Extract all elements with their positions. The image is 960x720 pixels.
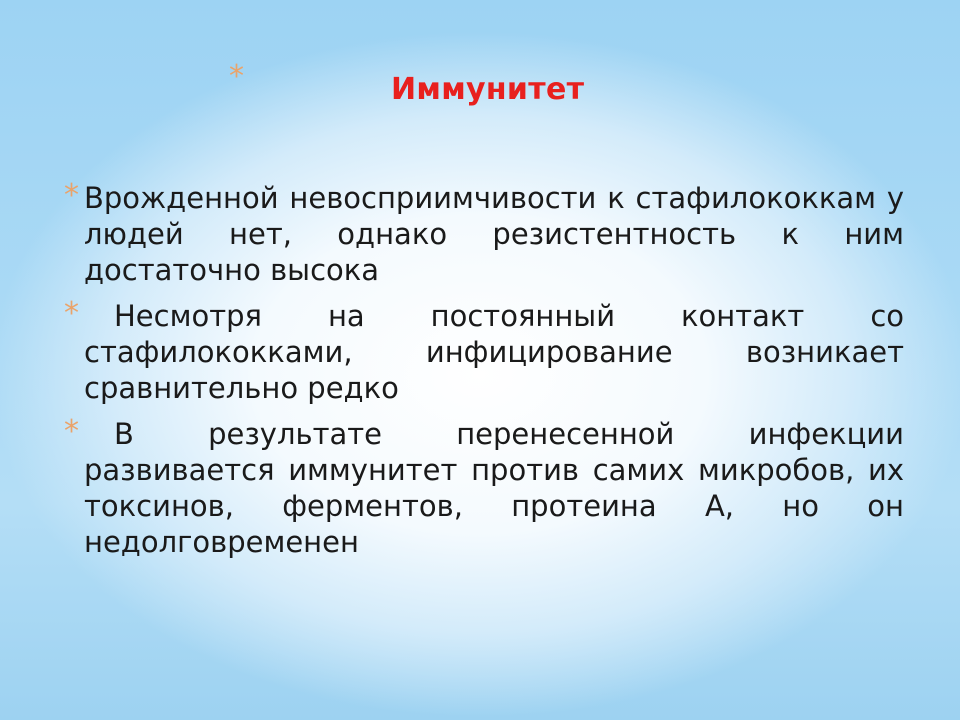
bullet-text: Врожденной невосприимчивости к стафилококкам у людей нет, однако резистентность к ним достаточно высока: [84, 181, 904, 287]
bullet-list: [64, 180, 904, 570]
asterisk-icon: *: [64, 414, 79, 449]
asterisk-icon: *: [64, 296, 79, 331]
asterisk-icon: *: [64, 178, 79, 213]
asterisk-icon: *: [229, 59, 244, 94]
list-item: [64, 298, 904, 406]
bullet-text: В результате перенесенной инфекции развивается иммунитет против самих микробов, их токсинов, ферментов, протеина А, но он недолговременен: [84, 417, 904, 559]
list-item: [64, 416, 904, 560]
title-row: [229, 59, 729, 112]
list-item: [64, 180, 904, 288]
slide-title: Иммунитет: [391, 72, 585, 107]
bullet-text: Несмотря на постоянный контакт со стафилококками, инфицирование возникает сравнительно редко: [84, 299, 904, 405]
